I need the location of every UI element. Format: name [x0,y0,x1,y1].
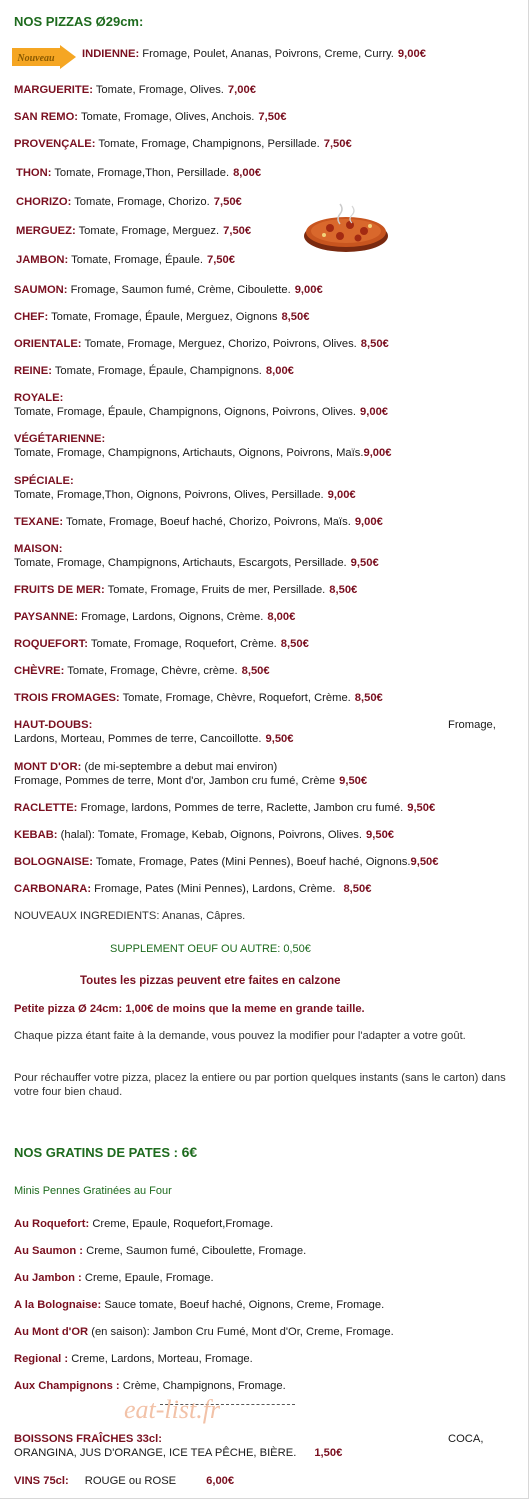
pizza-item-vegetarienne: VÉGÉTARIENNE: Tomate, Fromage, Champignons, Artichauts, Oignons, Poivrons, Maïs.9,00€ [14,433,392,459]
pizza-item-texane: TEXANE: Tomate, Fromage, Boeuf haché, Chorizo, Poivrons, Maïs. 9,00€ [14,516,383,528]
gratin-item-roquefort: Au Roquefort: Creme, Epaule, Roquefort,Fromage. [14,1218,274,1230]
supplement-note: SUPPLEMENT OEUF OU AUTRE: 0,50€ [110,943,311,955]
pizzas-heading: NOS PIZZAS Ø29cm: [14,14,144,29]
pizza-item-merguez: MERGUEZ: Tomate, Fromage, Merguez. 7,50€ [16,225,252,237]
pizza-item-mont-dor: MONT D'OR: (de mi-septembre a debut mai environ) Fromage, Pommes de terre, Mont d'or, Jambon cru fumé, Crème 9,50€ [14,761,368,787]
gratins-subtitle: Minis Pennes Gratinées au Four [14,1185,172,1197]
pizza-item-bolognaise: BOLOGNAISE: Tomate, Fromage, Pates (Mini Pennes), Boeuf haché, Oignons.9,50€ [14,856,439,868]
pizza-item-marguerite: MARGUERITE: Tomate, Fromage, Olives. 7,00€ [14,84,256,96]
pizza-item-chorizo: CHORIZO: Tomate, Fromage, Chorizo. 7,50€ [16,196,242,208]
gratin-item-mont-dor: Au Mont d'OR (en saison): Jambon Cru Fumé, Mont d'Or, Creme, Fromage. [14,1326,394,1338]
gratins-price: 6€ [181,1144,198,1160]
pizza-item-chef: CHEF: Tomate, Fromage, Épaule, Merguez, Oignons 8,50€ [14,311,310,323]
wines-item: VINS 75cl: ROUGE ou ROSE 6,00€ [14,1475,235,1487]
pizza-item-haut-doubs: HAUT-DOUBS: Fromage, Lardons, Morteau, Pommes de terre, Cancoillotte. 9,50€ [14,719,496,745]
pizza-item-san-remo: SAN REMO: Tomate, Fromage, Olives, Anchois. 7,50€ [14,111,287,123]
calzone-note: Toutes les pizzas peuvent etre faites en calzone [80,975,341,987]
pizza-item-provencale: PROVENÇALE: Tomate, Fromage, Champignons, Persillade. 7,50€ [14,138,352,150]
gratin-item-regional: Regional : Creme, Lardons, Morteau, Fromage. [14,1353,253,1365]
petite-pizza-note: Petite pizza Ø 24cm: 1,00€ de moins que la meme en grande taille. [14,1003,365,1015]
pizza-item-speciale: SPÉCIALE: Tomate, Fromage,Thon, Oignons, Poivrons, Olives, Persillade. 9,00€ [14,475,356,501]
pizza-item-chevre: CHÈVRE: Tomate, Fromage, Chèvre, crème. 8,50€ [14,665,270,677]
pizza-item-jambon: JAMBON: Tomate, Fromage, Épaule. 7,50€ [16,254,235,266]
drinks-item: BOISSONS FRAÎCHES 33cl: COCA, ORANGINA, JUS D'ORANGE, ICE TEA PÊCHE, BIÈRE. 1,50€ [14,1433,484,1459]
pizza-item-paysanne: PAYSANNE: Fromage, Lardons, Oignons, Crème. 8,00€ [14,611,296,623]
pizza-item-thon: THON: Tomate, Fromage,Thon, Persillade. 8,00€ [16,167,262,179]
pizza-item-maison: MAISON: Tomate, Fromage, Champignons, Artichauts, Escargots, Persillade. 9,50€ [14,543,379,569]
pizza-item-saumon: SAUMON: Fromage, Saumon fumé, Crème, Ciboulette. 9,00€ [14,284,323,296]
reheat-note: Pour réchauffer votre pizza, placez la entiere ou par portion quelques instants (sans le carton) dans votre four bien chaud. [14,1072,506,1098]
watermark: eat-list.fr [124,1395,221,1424]
pizza-item-kebab: KEBAB: (halal): Tomate, Fromage, Kebab, Oignons, Poivrons, Olives. 9,50€ [14,829,395,841]
pizza-item-trois-fromages: TROIS FROMAGES: Tomate, Fromage, Chèvre, Roquefort, Crème. 8,50€ [14,692,383,704]
new-arrow-icon [12,45,76,69]
gratin-item-champignons: Aux Champignons : Crème, Champignons, Fromage. [14,1380,286,1392]
pizza-item-fruits-de-mer: FRUITS DE MER: Tomate, Fromage, Fruits de mer, Persillade. 8,50€ [14,584,358,596]
custom-order-note: Chaque pizza étant faite à la demande, vous pouvez la modifier pour l'adapter a votre goût. [14,1030,466,1042]
gratin-item-bolognaise: A la Bolognaise: Sauce tomate, Boeuf haché, Oignons, Creme, Fromage. [14,1299,385,1311]
pizza-item-raclette: RACLETTE: Fromage, lardons, Pommes de terre, Raclette, Jambon cru fumé. 9,50€ [14,802,436,814]
pizza-item-indienne: INDIENNE: Fromage, Poulet, Ananas, Poivrons, Creme, Curry. 9,00€ [82,48,426,60]
pizza-item-reine: REINE: Tomate, Fromage, Épaule, Champignons. 8,00€ [14,365,294,377]
pizza-image [300,198,392,258]
gratin-item-jambon: Au Jambon : Creme, Epaule, Fromage. [14,1272,214,1284]
pizza-item-royale: ROYALE: Tomate, Fromage, Épaule, Champignons, Oignons, Poivrons, Olives. 9,00€ [14,392,389,418]
gratin-item-saumon: Au Saumon : Creme, Saumon fumé, Ciboulette, Fromage. [14,1245,307,1257]
new-ingredients-note: NOUVEAUX INGREDIENTS: Ananas, Câpres. [14,910,246,922]
gratins-heading: NOS GRATINS DE PATES : 6€ [14,1144,198,1160]
pizza-item-roquefort: ROQUEFORT: Tomate, Fromage, Roquefort, Crème. 8,50€ [14,638,309,650]
new-badge-text: Nouveau [17,53,55,64]
pizza-item-orientale: ORIENTALE: Tomate, Fromage, Merguez, Chorizo, Poivrons, Olives. 8,50€ [14,338,389,350]
pizza-item-carbonara: CARBONARA: Fromage, Pates (Mini Pennes), Lardons, Crème. 8,50€ [14,883,372,895]
